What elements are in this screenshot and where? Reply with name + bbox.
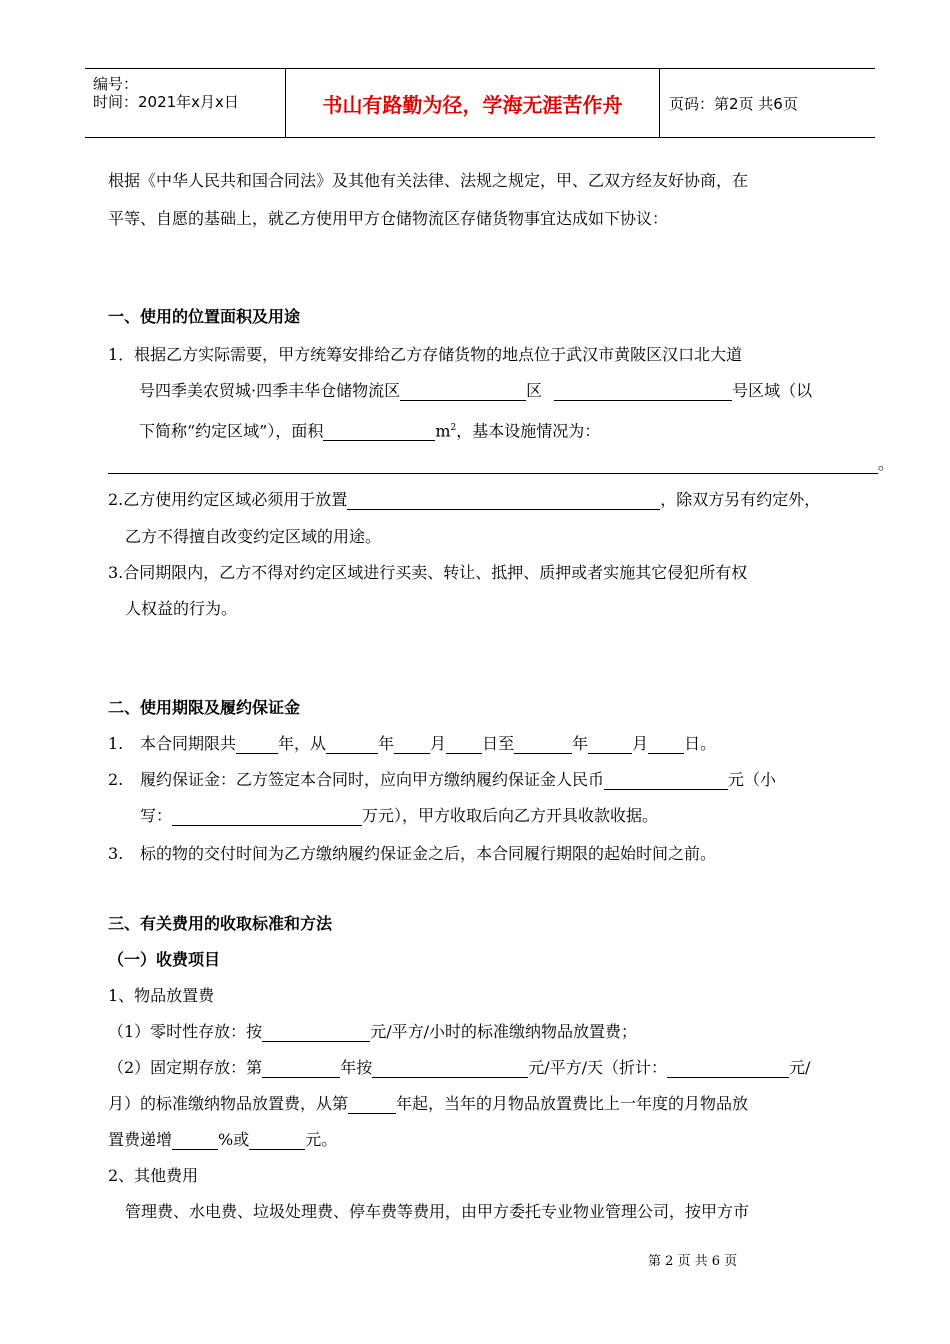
end-day-blank[interactable] bbox=[648, 735, 684, 754]
fixed-year-blank[interactable] bbox=[262, 1059, 340, 1078]
s1-item2-line1: 2.乙方使用约定区域必须用于放置 ，除双方另有约定外， bbox=[108, 490, 821, 509]
s2-item2-line2: 写： 万元），甲方收取后向乙方开具收款收据。 bbox=[140, 806, 659, 825]
monthly-rate-blank[interactable] bbox=[667, 1059, 789, 1078]
temp-rate-blank[interactable] bbox=[262, 1023, 370, 1042]
increase-amount-blank[interactable] bbox=[249, 1131, 305, 1150]
section3-sub1: （一）收费项目 bbox=[108, 950, 221, 969]
fee2-text: 管理费、水电费、垃圾处理费、停车费等费用，由甲方委托专业物业管理公司，按甲方市 bbox=[125, 1202, 750, 1221]
s1-item1-line1: 1．根据乙方实际需要，甲方统筹安排给乙方存储货物的地点位于武汉市黄陂区汉口北大道 bbox=[108, 345, 743, 364]
document-header bbox=[85, 68, 875, 138]
s1-item1-line3: 下简称“约定区域”），面积 $m^2$，基本设施情况为： bbox=[139, 421, 601, 441]
start-month-blank[interactable] bbox=[394, 735, 430, 754]
section2-title: 二、使用期限及履约保证金 bbox=[108, 698, 301, 717]
start-year-blank[interactable] bbox=[326, 735, 378, 754]
fee-temp-line: （1）零时性存放：按 元/平方/小时的标准缴纳物品放置费； bbox=[108, 1022, 637, 1041]
end-month-blank[interactable] bbox=[588, 735, 632, 754]
s1-item1-line2: 号四季美农贸城·四季丰华仓储物流区 区 号区域（以 bbox=[139, 381, 813, 400]
fee2-title: 2、其他费用 bbox=[108, 1166, 199, 1185]
increase-percent-blank[interactable] bbox=[172, 1131, 218, 1150]
section1-title: 一、使用的位置面积及用途 bbox=[108, 307, 301, 326]
area-size-blank[interactable] bbox=[323, 422, 435, 441]
header-page-info: 页码：第2页 共6页 bbox=[669, 94, 798, 113]
fixed-rate-blank[interactable] bbox=[372, 1059, 528, 1078]
fee-fixed-line1: （2）固定期存放：第 年按 元/平方/天（折计： 元/ bbox=[108, 1058, 811, 1077]
s1-item2-line2: 乙方不得擅自改变约定区域的用途。 bbox=[125, 527, 382, 546]
fee-fixed-line3: 置费递增 %或 元。 bbox=[108, 1130, 338, 1149]
intro-line-2: 平等、自愿的基础上，就乙方使用甲方仓储物流区存储货物事宜达成如下协议： bbox=[108, 209, 669, 228]
area-number-blank[interactable] bbox=[554, 382, 732, 401]
location-blank[interactable] bbox=[400, 382, 526, 401]
time-label: 时间：2021年x月x日 bbox=[93, 93, 239, 111]
increase-start-year-blank[interactable] bbox=[348, 1095, 396, 1114]
number-label: 编号： bbox=[93, 75, 139, 93]
page-footer: 第 2 页 共 6 页 bbox=[648, 1254, 738, 1269]
start-day-blank[interactable] bbox=[446, 735, 482, 754]
header-meta bbox=[85, 69, 285, 137]
s2-item1: 1. 本合同期限共 年，从 年 月 日至 年 月 日。 bbox=[108, 734, 717, 753]
s1-item3-line1: 3.合同期限内，乙方不得对约定区域进行买卖、转让、抵押、质押或者实施其它侵犯所有权 bbox=[108, 563, 748, 582]
deposit-amount-blank[interactable] bbox=[604, 771, 728, 790]
end-year-blank[interactable] bbox=[514, 735, 572, 754]
deposit-words-blank[interactable] bbox=[172, 807, 362, 826]
section3-title: 三、有关费用的收取标准和方法 bbox=[108, 914, 333, 933]
term-years-blank[interactable] bbox=[236, 735, 278, 754]
usage-blank[interactable] bbox=[347, 491, 660, 510]
fee1-title: 1、物品放置费 bbox=[108, 986, 215, 1005]
s2-item2-line1: 2. 履约保证金：乙方签定本合同时，应向甲方缴纳履约保证金人民币 元（小 bbox=[108, 770, 777, 789]
s2-item3: 3. 标的物的交付时间为乙方缴纳履约保证金之后，本合同履行期限的起始时间之前。 bbox=[108, 844, 717, 863]
header-motto: 书山有路勤为径，学海无涯苦作舟 bbox=[285, 69, 660, 137]
fee-fixed-line2: 月）的标准缴纳物品放置费，从第 年起，当年的月物品放置费比上一年度的月物品放 bbox=[108, 1094, 749, 1113]
facility-blank[interactable] bbox=[108, 455, 878, 474]
s1-item3-line2: 人权益的行为。 bbox=[125, 599, 238, 618]
intro-line-1: 根据《中华人民共和国合同法》及其他有关法律、法规之规定，甲、乙双方经友好协商，在 bbox=[108, 171, 749, 190]
s1-item1-line4: 。 bbox=[108, 454, 894, 474]
